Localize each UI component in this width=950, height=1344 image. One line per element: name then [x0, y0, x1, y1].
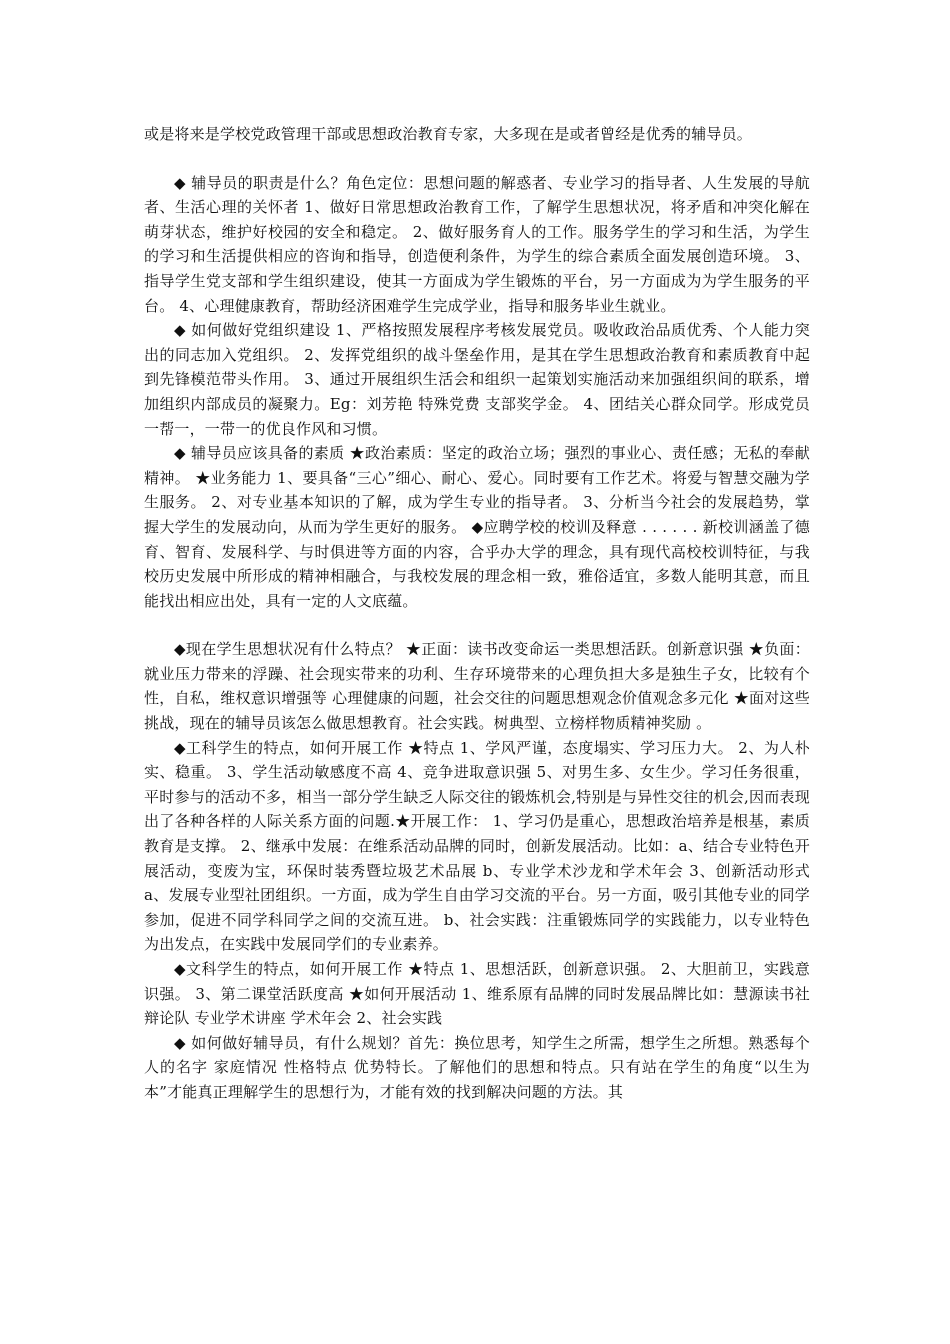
paragraph-gap — [144, 147, 810, 171]
paragraph-party-organization: ◆ 如何做好党组织建设 1、严格按照发展程序考核发展党员。吸收政治品质优秀、个人能力突出的同志加入党组织。 2、发挥党组织的战斗堡垒作用，是其在学生思想政治教育和素质教育中起到先锋模范带头作用。 3、通过开展组织生活会和组织一起策划实施活动来加强组织间的联系，增加组织内部成员的凝聚力。Eg：刘芳艳 特殊党费 支部奖学金。 4、团结关心群众同学。形成党员一帮一，一带一的优良作风和习惯。 — [144, 321, 810, 438]
paragraph-liberal-arts-students: ◆文科学生的特点，如何开展工作 ★特点 1、思想活跃，创新意识强。 2、大胆前卫，实践意识强。 3、第二课堂活跃度高 ★如何开展活动 1、维系原有品牌的同时发展品牌比如：慧源读书社 辩论队 专业学术讲座 学术年会 2、社会实践 — [144, 960, 810, 1028]
paragraph-engineering-students: ◆工科学生的特点，如何开展工作 ★特点 1、学风严谨，态度塌实、学习压力大。 2、为人朴实、稳重。 3、学生活动敏感度不高 4、竞争进取意识强 5、对男生多、女生少。学习任务很重，平时参与的活动不多，相当一部分学生缺乏人际交往的锻炼机会,特别是与异性交往的机会,因而表现出了各种各样的人际关系方面的问题.★开展工作： 1、学习仍是重心，思想政治培养是根基，素质教育是支撑。 2、继承中发展：在维系活动品牌的同时，创新发展活动。比如：a、结合专业特色开展活动，变废为宝，环保时装秀暨垃圾艺术品展 b、专业学术沙龙和学术年会 3、创新活动形式 a、发展专业型社团组织。一方面，成为学生自由学习交流的平台。另一方面，吸引其他专业的同学参加，促进不同学科同学之间的交流互进。 b、社会实践：注重锻炼同学的实践能力，以专业特色为出发点，在实践中发展同学们的专业素养。 — [144, 738, 810, 954]
paragraph-student-thought: ◆现在学生思想状况有什么特点？ ★正面：读书改变命运一类思想活跃。创新意识强 ★负面：就业压力带来的浮躁、社会现实带来的功利、生存环境带来的心理负担大多是独生子女，比较有个性，自私，维权意识增强等 心理健康的问题，社会交往的问题思想观念价值观念多元化 ★面对这些挑战，现在的辅导员该怎么做思想教育。社会实践。树典型、立榜样物质精神奖励 。 — [144, 640, 810, 733]
paragraph-gap — [144, 613, 810, 637]
paragraph-counselor-plan: ◆ 如何做好辅导员，有什么规划？首先：换位思考，知学生之所需，想学生之所想。熟悉每个人的名字 家庭情况 性格特点 优势特长。了解他们的思想和特点。只有站在学生的角度“以生为本”才能真正理解学生的思想行为，才能有效的找到解决问题的方法。其 — [144, 1033, 810, 1101]
paragraph-counselor-duties: ◆ 辅导员的职责是什么？角色定位：思想问题的解惑者、专业学习的指导者、人生发展的导航者、生活心理的关怀者 1、做好日常思想政治教育工作，了解学生思想状况，将矛盾和冲突化解在萌芽状态，维护好校园的安全和稳定。 2、做好服务育人的工作。服务学生的学习和生活，为学生的学习和生活提供相应的咨询和指导，创造便利条件，为学生的综合素质全面发展创造环境。 3、指导学生党支部和学生组织建设，使其一方面成为学生锻炼的平台，另一方面成为为学生服务的平台。 4、心理健康教育，帮助经济困难学生完成学业，指导和服务毕业生就业。 — [144, 173, 810, 315]
document-page — [144, 122, 810, 1105]
paragraph-counselor-qualities: ◆ 辅导员应该具备的素质 ★政治素质：坚定的政治立场；强烈的事业心、责任感；无私的奉献精神。 ★业务能力 1、要具备“三心”细心、耐心、爱心。同时要有工作艺术。将爱与智慧交融为学生服务。 2、对专业基本知识的了解，成为学生专业的指导者。 3、分析当今社会的发展趋势，掌握大学生的发展动向，从而为学生更好的服务。 ◆应聘学校的校训及释意 . . . . . . 新校训涵盖了德育、智育、发展科学、与时俱进等方面的内容，合乎办大学的理念，具有现代高校校训特征，与我校历史发展中所形成的精神相融合，与我校发展的理念相一致，雅俗适宜，多数人能明其意，而且能找出相应出处，具有一定的人文底蕴。 — [144, 444, 810, 610]
paragraph-intro: 或是将来是学校党政管理干部或思想政治教育专家，大多现在是或者曾经是优秀的辅导员。 — [144, 125, 753, 143]
